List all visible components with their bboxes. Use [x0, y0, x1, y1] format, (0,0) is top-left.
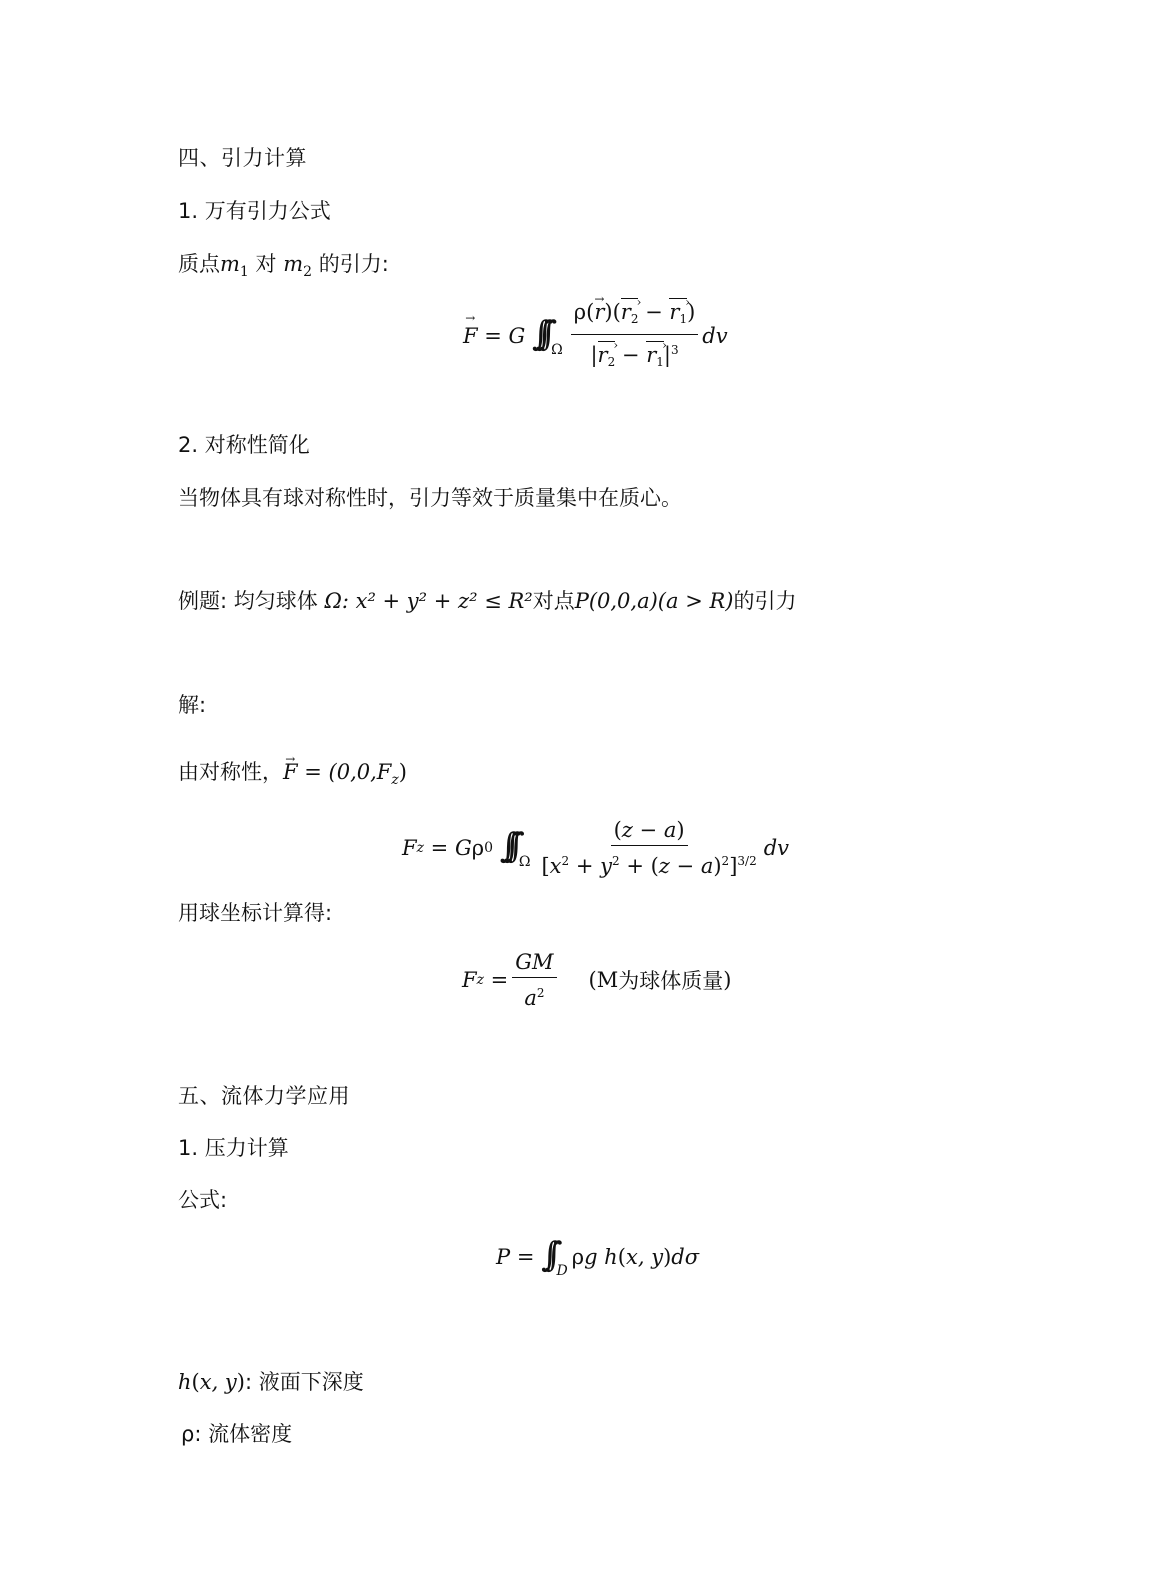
subsection-pressure: 1. 压力计算 — [178, 1136, 289, 1160]
fz-result-formula: F z = $\frac{GM}{a^2}$ (M 为球体质量 ) — [462, 950, 732, 1010]
pressure-integral-formula: P = ∫∫ D ρ g ℎ ( x, y ) dσ — [496, 1235, 700, 1279]
subsection-universal-gravitation: 1. 万有引力公式 — [178, 199, 331, 223]
example-problem: 例题: 均匀球体 Ω: x² + y² + z² ≤ R²对点P(0,0,a)(a > R)的引力 — [178, 589, 797, 613]
density-definition: ρ: 流体密度 — [181, 1422, 293, 1446]
section-4-title: 四、引力计算 — [178, 146, 307, 170]
symmetry-statement: 当物体具有球对称性时，引力等效于质量集中在质心。 — [178, 486, 682, 510]
depth-definition: ℎ(x, y): 液面下深度 — [178, 1370, 364, 1394]
gravitation-integral-formula: → F = G ∫∫∫ Ω $\frac{\rho(\to r)(r2 › - r1 ›)}{|r2 › - r1 ›|^3}$ dv — [463, 298, 728, 374]
formula-label: 公式: — [178, 1188, 228, 1212]
subsection-symmetry: 2. 对称性简化 — [178, 433, 310, 457]
spherical-coordinates-label: 用球坐标计算得: — [178, 901, 333, 925]
section-5-title: 五、流体力学应用 — [178, 1084, 350, 1108]
solution-label: 解: — [178, 693, 207, 717]
symmetry-force-vector: 由对称性，→ $F = (0,0,F_z)$ — [178, 757, 407, 795]
fz-integral-formula: F z = G ρ 0 ∫∫∫ Ω $\frac{(z - a)}{[x^2 + y^2 + (z - a)^2]^{3/2}}$ dv — [402, 818, 790, 878]
point-mass-intro: 质点$m_1$ 对 $m_2$ 的引力: — [178, 252, 389, 280]
